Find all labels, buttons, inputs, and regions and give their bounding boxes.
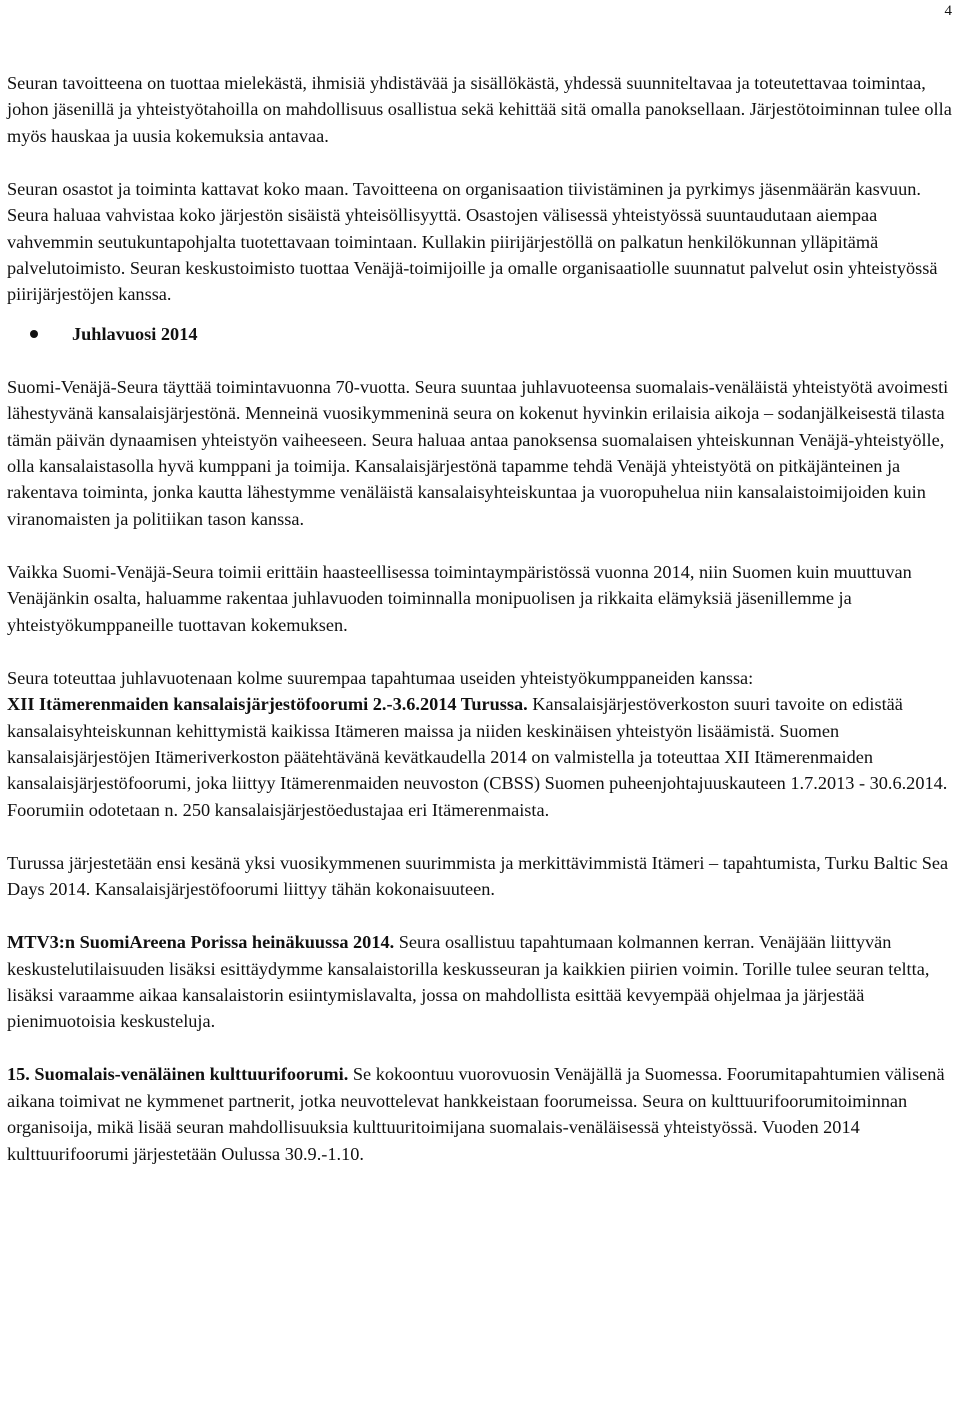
event-title-suomiareena: MTV3:n SuomiAreena Porissa heinäkuussa 2014. xyxy=(7,932,395,953)
event-title-baltic-forum: XII Itämerenmaiden kansalaisjärjestöfoorumi 2.-3.6.2014 Turussa. xyxy=(7,694,528,715)
bullet-icon xyxy=(30,330,38,338)
page-number: 4 xyxy=(944,3,952,19)
bullet-heading-juhlavuosi xyxy=(7,321,953,347)
paragraph-culture-forum xyxy=(7,1061,953,1167)
heading-text: Juhlavuosi 2014 xyxy=(72,323,198,344)
paragraph-environment: Vaikka Suomi-Venäjä-Seura toimii erittäin haasteellisessa toimintaympäristössä vuonna 2014, niin Suomen kuin muuttuvan Venäjänkin osalta, haluamme rakentaa juhlavuoden toiminnalla monipuolisen ja rikkaita elämyksiä jäsenillemme ja yhteistyökumppaneille tuottavan kokemuksen. xyxy=(7,561,912,635)
event-text-baltic-forum: Kansalaisjärjestöverkoston suuri tavoite on edistää kansalaisyhteiskunnan kehittymistä kaikissa Itämeren maissa ja niiden keskinäisen yhteistyön lisäämistä. Suomen kansalaisjärjestöjen Itämeriverkoston päätehtävänä kevätkaudella 2014 on valmistella ja toteuttaa XII Itämerenmaiden kansalaisjärjestöfoorumi, joka liittyy Itämerenmaiden neuvoston (CBSS) Suomen puheenjohtajuuskauteen 1.7.2013 - 30.6.2014. Foorumiin odotetaan n. 250 kansalaisjärjestöedustajaa eri Itämerenmaista. xyxy=(7,694,948,820)
document-body xyxy=(7,70,953,1167)
paragraph-suomiareena xyxy=(7,929,953,1035)
event-title-culture-forum: 15. Suomalais-venäläinen kulttuurifoorumi. xyxy=(7,1064,349,1085)
event-text-suomiareena: Seura osallistuu tapahtumaan kolmannen kerran. Venäjään liittyvän keskustelutilaisuuden lisäksi esittäydymme kansalaistorilla keskusseuran ja kaikkien piirien voimin. Torille tulee seuran teltta, lisäksi varaamme aikaa kansalaistorin esiintymislavalta, jossa on mahdollista esittää kevyempää ohjelmaa ja järjestää pienimuotoisia keskusteluja. xyxy=(7,932,930,1032)
paragraph-events-intro: Seura toteuttaa juhlavuotenaan kolme suurempaa tapahtumaa useiden yhteistyökumppaneiden kanssa: xyxy=(7,667,754,688)
paragraph-baltic-sea-days: Turussa järjestetään ensi kesänä yksi vuosikymmenen suurimmista ja merkittävimmistä Itämeri – tapahtumista, Turku Baltic Sea Days 2014. Kansalaisjärjestöfoorumi liittyy tähän kokonaisuuteen. xyxy=(7,852,949,900)
paragraph-anniversary: Suomi-Venäjä-Seura täyttää toimintavuonna 70-vuotta. Seura suuntaa juhlavuoteensa suomalais-venäläistä yhteistyötä avoimesti lähestyvänä kansalaisjärjestönä. Menneinä vuosikymmeninä seura on kokenut hyvinkin erilaisia aikoja – sodanjälkeisestä tilasta tämän päivän dynaamisen yhteistyön vaiheeseen. Seura haluaa antaa panoksensa suomalaisen yhteiskunnan Venäjä-yhteistyölle, olla kansalaistasolla hyvä kumppani ja toimija. Kansalaisjärjestönä tapamme tehdä Venäjä yhteistyötä on pitkäjänteinen ja rakentava toiminta, jonka kautta lähestymme venäläistä kansalaisyhteiskuntaa ja vuoropuhelua niin kansalaistoimijoiden kuin viranomaisten ja politiikan tason kanssa. xyxy=(7,376,949,529)
event-text-culture-forum: Se kokoontuu vuorovuosin Venäjällä ja Suomessa. Foorumitapahtumien välisenä aikana toimivat ne kymmenet partnerit, jotka neuvottelevat hankkeistaan foorumeissa. Seura on kulttuurifoorumitoiminnan organisoija, mikä lisää seuran mahdollisuuksia kulttuuritoimijana suomalais-venäläisessä yhteistyössä. Vuoden 2014 kulttuurifoorumi järjestetään Oulussa 30.9.-1.10. xyxy=(7,1064,945,1164)
paragraph-baltic-forum xyxy=(7,691,953,823)
paragraph-organisation: Seuran osastot ja toiminta kattavat koko maan. Tavoitteena on organisaation tiivistäminen ja pyrkimys jäsenmäärän kasvuun. Seura haluaa vahvistaa koko järjestön sisäistä yhteisöllisyyttä. Osastojen välisessä yhteistyössä suuntaudutaan aiempaa vahvemmin seutukuntapohjalta tuotettavaan toimintaan. Kullakin piirijärjestöllä on palkatun henkilökunnan ylläpitämä palvelutoimisto. Seuran keskustoimisto tuottaa Venäjä-toimijoille ja omalle organisaatiolle suunnatut palvelut osin yhteistyössä piirijärjestöjen kanssa. xyxy=(7,178,938,305)
paragraph-goals: Seuran tavoitteena on tuottaa mielekästä, ihmisiä yhdistävää ja sisällökästä, yhdessä suunniteltavaa ja toteutettavaa toimintaa, johon jäsenillä ja yhteistyötahoilla on mahdollisuus osallistua sekä kehittää sitä omalla panoksellaan. Järjestötoiminnan tulee olla myös hauskaa ja uusia kokemuksia antavaa. xyxy=(7,73,952,146)
